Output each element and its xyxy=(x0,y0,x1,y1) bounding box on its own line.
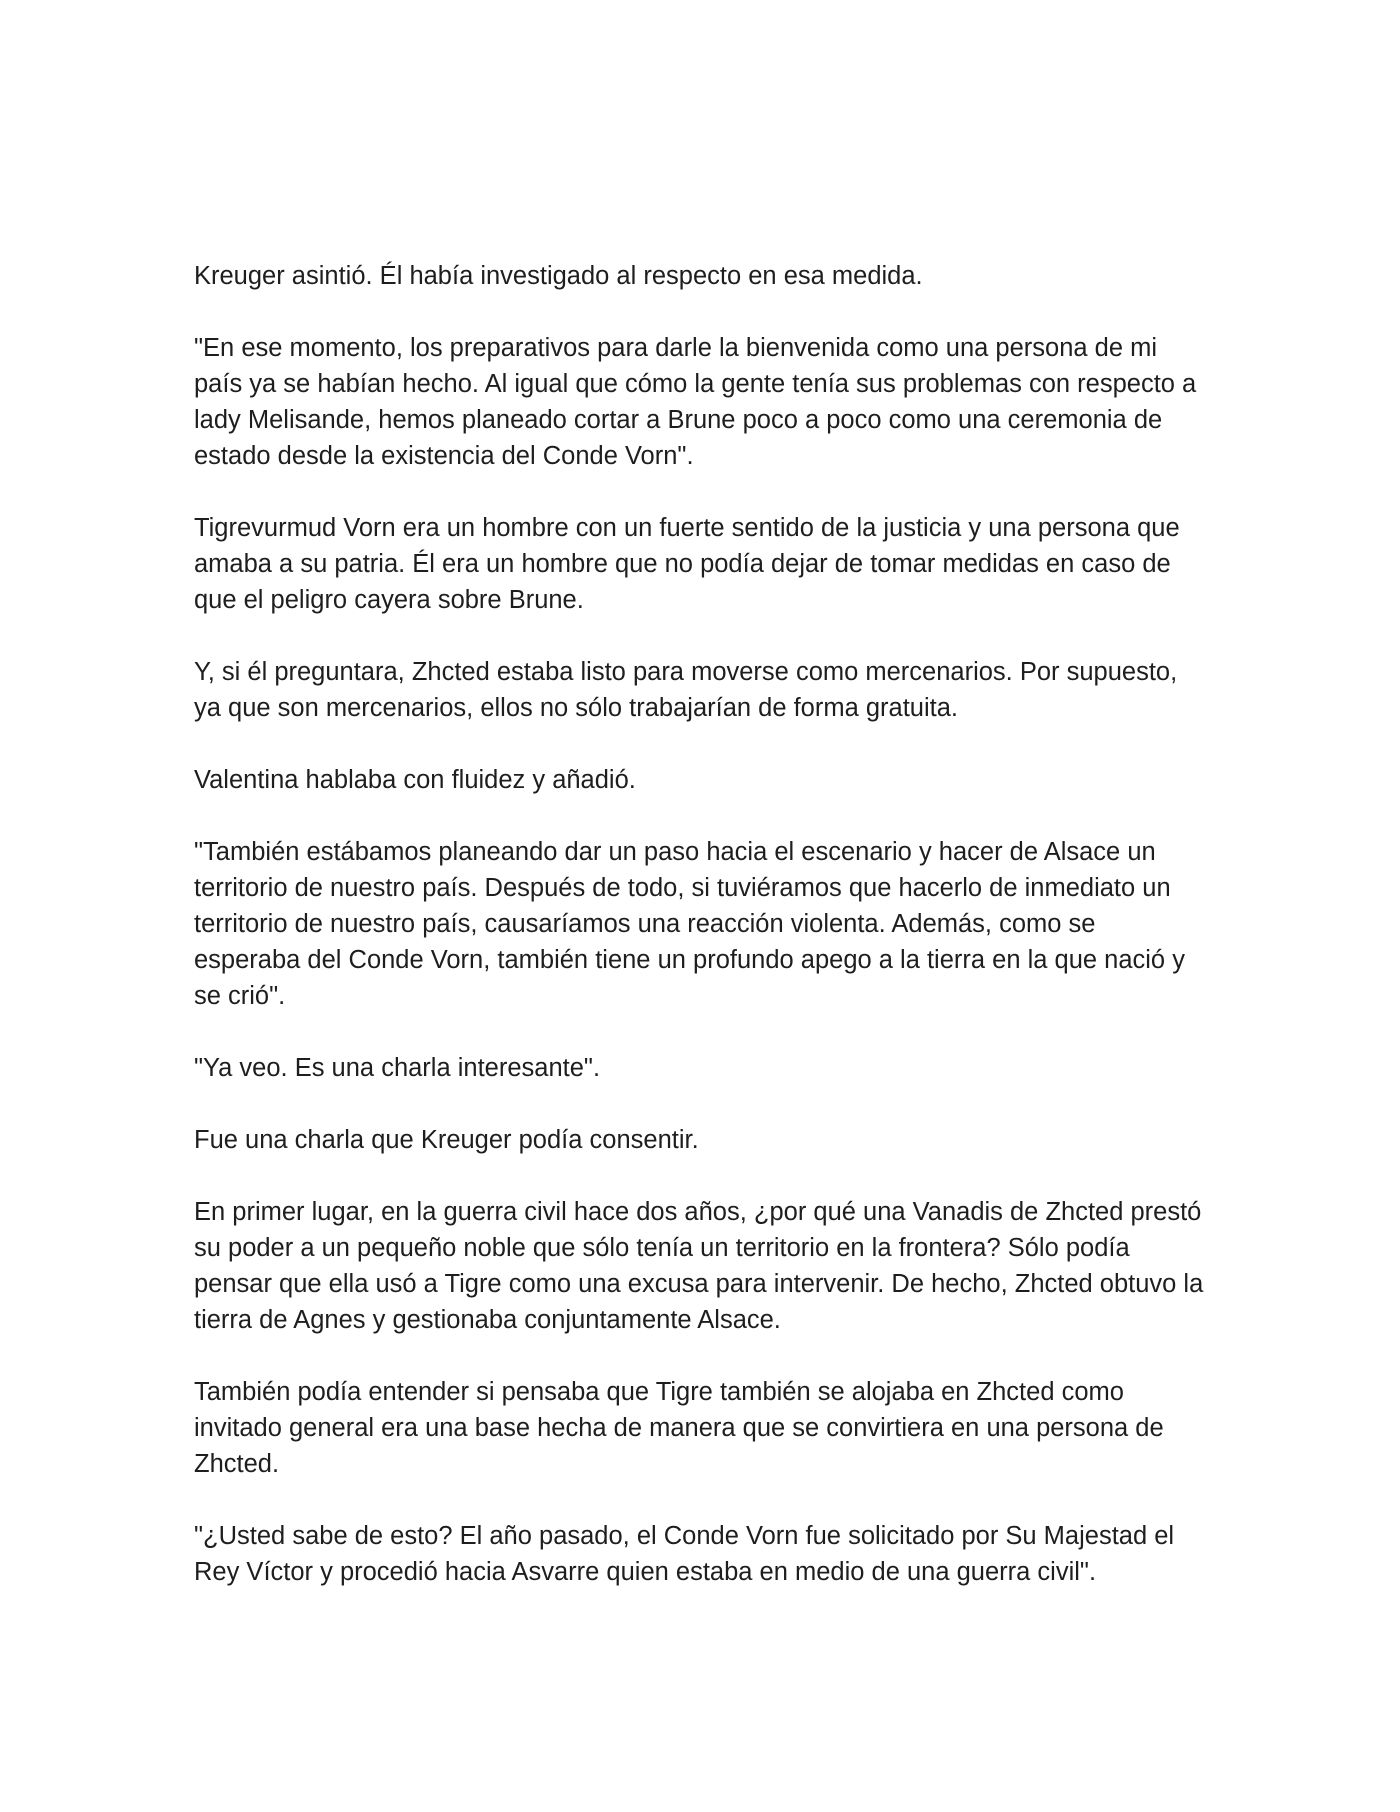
paragraph: En primer lugar, en la guerra civil hace dos años, ¿por qué una Vanadis de Zhcted prestó su poder a un pequeño noble que sólo tenía un territorio en la frontera? Sólo podía pensar que ella usó a Tigre como una excusa para intervenir. De hecho, Zhcted obtuvo la tierra de Agnes y gestionaba conjuntamente Alsace. xyxy=(194,1198,1204,1334)
paragraph: "¿Usted sabe de esto? El año pasado, el Conde Vorn fue solicitado por Su Majestad el Rey Víctor y procedió hacia Asvarre quien estaba en medio de una guerra civil". xyxy=(194,1522,1175,1586)
paragraph: Kreuger asintió. Él había investigado al respecto en esa medida. xyxy=(194,262,923,290)
paragraph: Fue una charla que Kreuger podía consentir. xyxy=(194,1126,699,1154)
paragraph: "También estábamos planeando dar un paso hacia el escenario y hacer de Alsace un territorio de nuestro país. Después de todo, si tuviéramos que hacerlo de inmediato un territorio de nuestro país, causaríamos una reacción violenta. Además, como se esperaba del Conde Vorn, también tiene un profundo apego a la tierra en la que nació y se crió". xyxy=(194,838,1185,1010)
paragraph: Valentina hablaba con fluidez y añadió. xyxy=(194,766,636,794)
document-body xyxy=(194,258,1204,1590)
paragraph: Y, si él preguntara, Zhcted estaba listo para moverse como mercenarios. Por supuesto, ya que son mercenarios, ellos no sólo trabajarían de forma gratuita. xyxy=(194,658,1178,722)
paragraph: "En ese momento, los preparativos para darle la bienvenida como una persona de mi país ya se habían hecho. Al igual que cómo la gente tenía sus problemas con respecto a lady Melisande, hemos planeado cortar a Brune poco a poco como una ceremonia de estado desde la existencia del Conde Vorn". xyxy=(194,334,1197,470)
paragraph: "Ya veo. Es una charla interesante". xyxy=(194,1054,601,1082)
paragraph: También podía entender si pensaba que Tigre también se alojaba en Zhcted como invitado general era una base hecha de manera que se convirtiera en una persona de Zhcted. xyxy=(194,1378,1164,1478)
paragraph: Tigrevurmud Vorn era un hombre con un fuerte sentido de la justicia y una persona que amaba a su patria. Él era un hombre que no podía dejar de tomar medidas en caso de que el peligro cayera sobre Brune. xyxy=(194,514,1180,614)
